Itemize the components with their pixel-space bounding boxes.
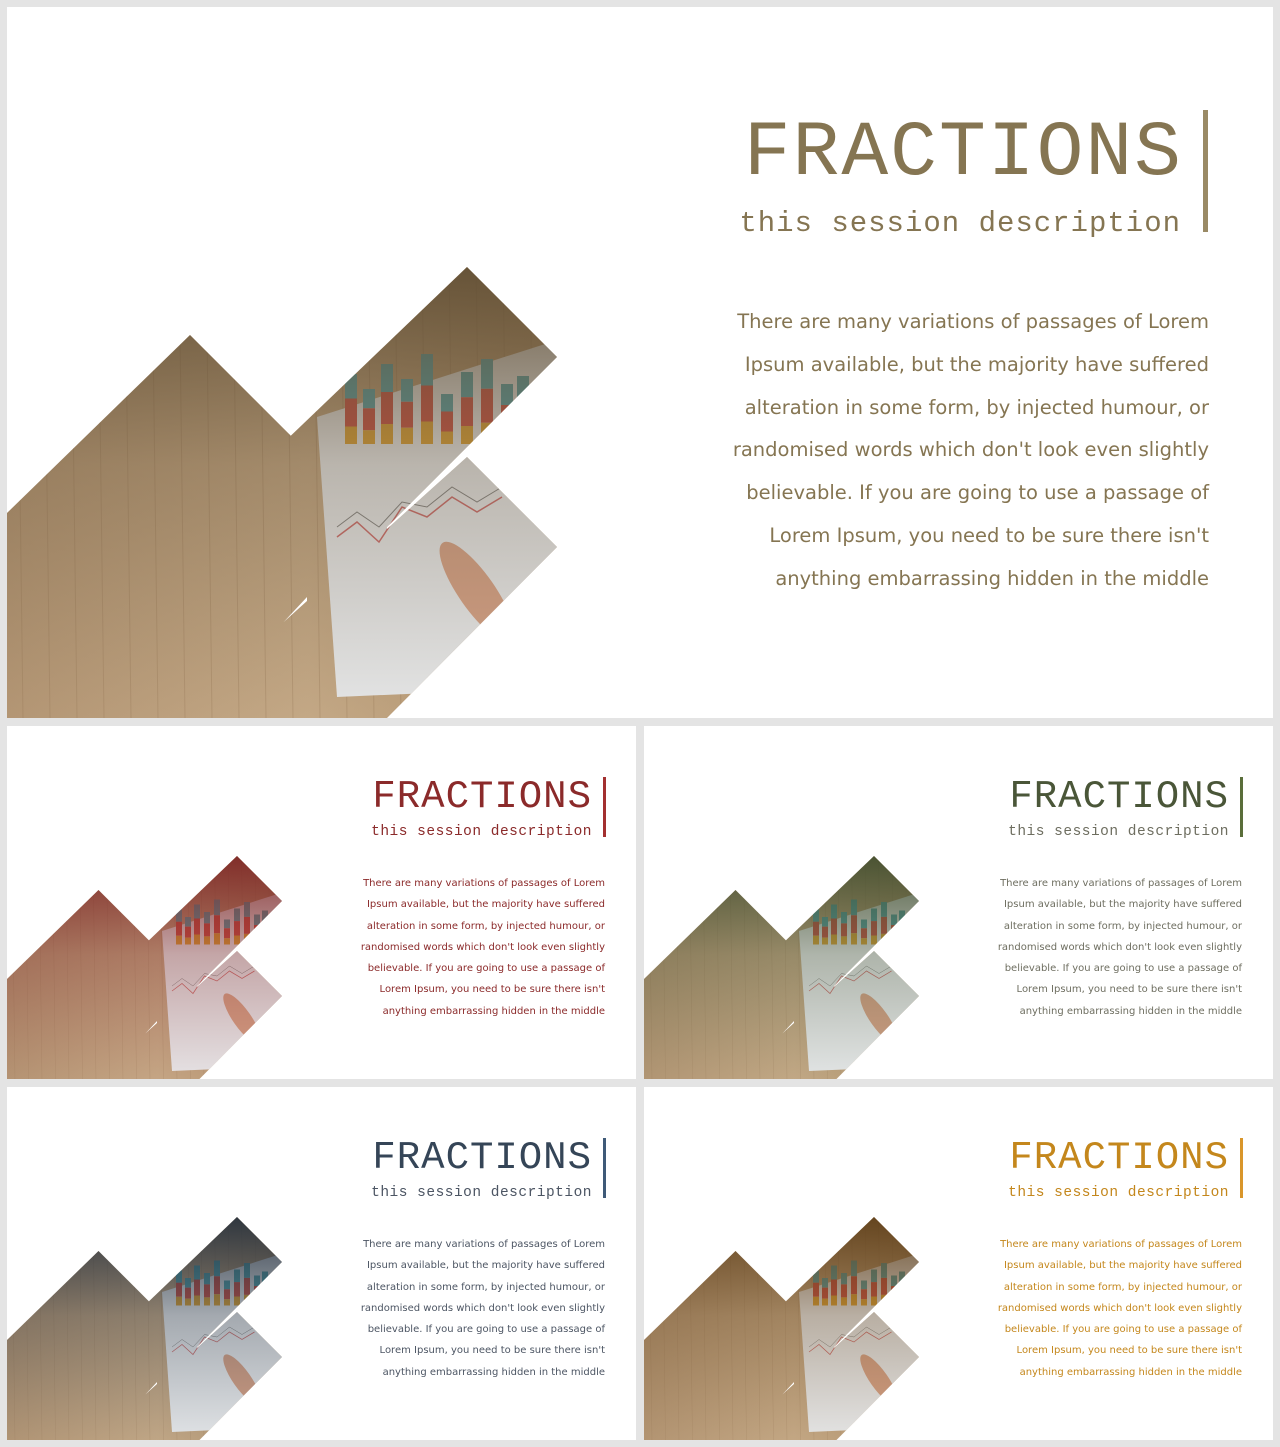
color-tint-overlay: [7, 257, 607, 718]
color-tint-overlay: [644, 851, 944, 1079]
title-block: [371, 775, 592, 840]
wood-grain-line: [557, 257, 563, 718]
slide-title: FRACTIONS: [372, 1136, 592, 1180]
slide-title: FRACTIONS: [1009, 775, 1229, 819]
chart-bar-segment: [891, 937, 897, 945]
wood-grain-line: [296, 1212, 299, 1440]
wood-grain-line: [282, 851, 285, 1079]
slide-subtitle: this session description: [739, 207, 1181, 240]
chart-bar-segment: [517, 400, 529, 427]
title-block: [1008, 1136, 1229, 1201]
slide-body: There are many variations of passages of Lorem Ipsum available, but the majority have suffered alteration in some form, by injected humour, or randomised words which don't look even slightly believable. If you are going to use a passage of Lorem Ipsum, you need to be sure there isn't anything embarrassing hidden in the middle: [360, 878, 605, 1017]
slide-thumbnail-red[interactable]: [7, 726, 636, 1079]
wood-grain-line: [269, 851, 272, 1079]
wood-grain-line: [933, 851, 936, 1079]
accent-bar: [1203, 110, 1208, 232]
chart-bar-segment: [262, 936, 268, 945]
chart-bar-segment: [899, 922, 905, 936]
title-block: [371, 1136, 592, 1201]
chart-bar-segment: [891, 1298, 897, 1306]
accent-bar: [603, 1138, 606, 1198]
wood-grain-line: [919, 851, 922, 1079]
slide-thumbnail-orange[interactable]: [644, 1087, 1273, 1440]
slide-main[interactable]: [7, 7, 1273, 718]
slide-thumbnail-green[interactable]: [644, 726, 1273, 1079]
wood-grain-line: [584, 257, 590, 718]
chart-bar-segment: [262, 922, 268, 936]
accent-bar: [1240, 1138, 1243, 1198]
slide-subtitle: this session description: [1008, 824, 1229, 840]
wood-grain-line: [530, 257, 536, 718]
slide-title: FRACTIONS: [743, 110, 1183, 198]
chart-bar-segment: [501, 429, 513, 444]
chart-bar-segment: [262, 1283, 268, 1297]
chart-bar-segment: [517, 427, 529, 444]
slide-body: There are many variations of passages of Lorem Ipsum available, but the majority have suffered alteration in some form, by injected humour, or randomised words which don't look even slightly believable. If you are going to use a passage of Lorem Ipsum, you need to be sure there isn't anything embarrassing hidden in the middle: [360, 1239, 605, 1378]
chart-bar-segment: [899, 1283, 905, 1297]
slide-subtitle: this session description: [371, 1185, 592, 1201]
slide-body: There are many variations of passages of Lorem Ipsum available, but the majority have suffered alteration in some form, by injected humour, or randomised words which don't look even slightly believable. If you are going to use a passage of Lorem Ipsum, you need to be sure there isn't anything embarrassing hidden in the middle: [997, 878, 1242, 1017]
title-block: [739, 110, 1183, 240]
wood-grain-line: [269, 1212, 272, 1440]
slide-subtitle: this session description: [1008, 1185, 1229, 1201]
wood-grain-line: [919, 1212, 922, 1440]
color-tint-overlay: [7, 1212, 307, 1440]
accent-bar: [603, 777, 606, 837]
wood-grain-line: [906, 851, 909, 1079]
wood-grain-line: [933, 1212, 936, 1440]
color-tint-overlay: [644, 1212, 944, 1440]
wood-grain-line: [282, 1212, 285, 1440]
chart-bar-segment: [262, 1297, 268, 1306]
slide-title: FRACTIONS: [372, 775, 592, 819]
wood-grain-line: [906, 1212, 909, 1440]
title-block: [1008, 775, 1229, 840]
accent-bar: [1240, 777, 1243, 837]
color-tint-overlay: [7, 851, 307, 1079]
slide-thumbnail-blue[interactable]: [7, 1087, 636, 1440]
chart-bar-segment: [254, 937, 260, 945]
slide-body: There are many variations of passages of Lorem Ipsum available, but the majority have suffered alteration in some form, by injected humour, or randomised words which don't look even slightly believable. If you are going to use a passage of Lorem Ipsum, you need to be sure there isn't anything embarrassing hidden in the middle: [997, 1239, 1242, 1378]
slide-title: FRACTIONS: [1009, 1136, 1229, 1180]
chart-bar-segment: [254, 1298, 260, 1306]
slide-body: There are many variations of passages of Lorem Ipsum available, but the majority have suffered alteration in some form, by injected humour, or randomised words which don't look even slightly believable. If you are going to use a passage of Lorem Ipsum, you need to be sure there isn't anything embarrassing hidden in the middle: [732, 310, 1209, 590]
chart-bar-segment: [899, 936, 905, 945]
chart-bar-segment: [899, 1297, 905, 1306]
slide-subtitle: this session description: [371, 824, 592, 840]
wood-grain-line: [296, 851, 299, 1079]
